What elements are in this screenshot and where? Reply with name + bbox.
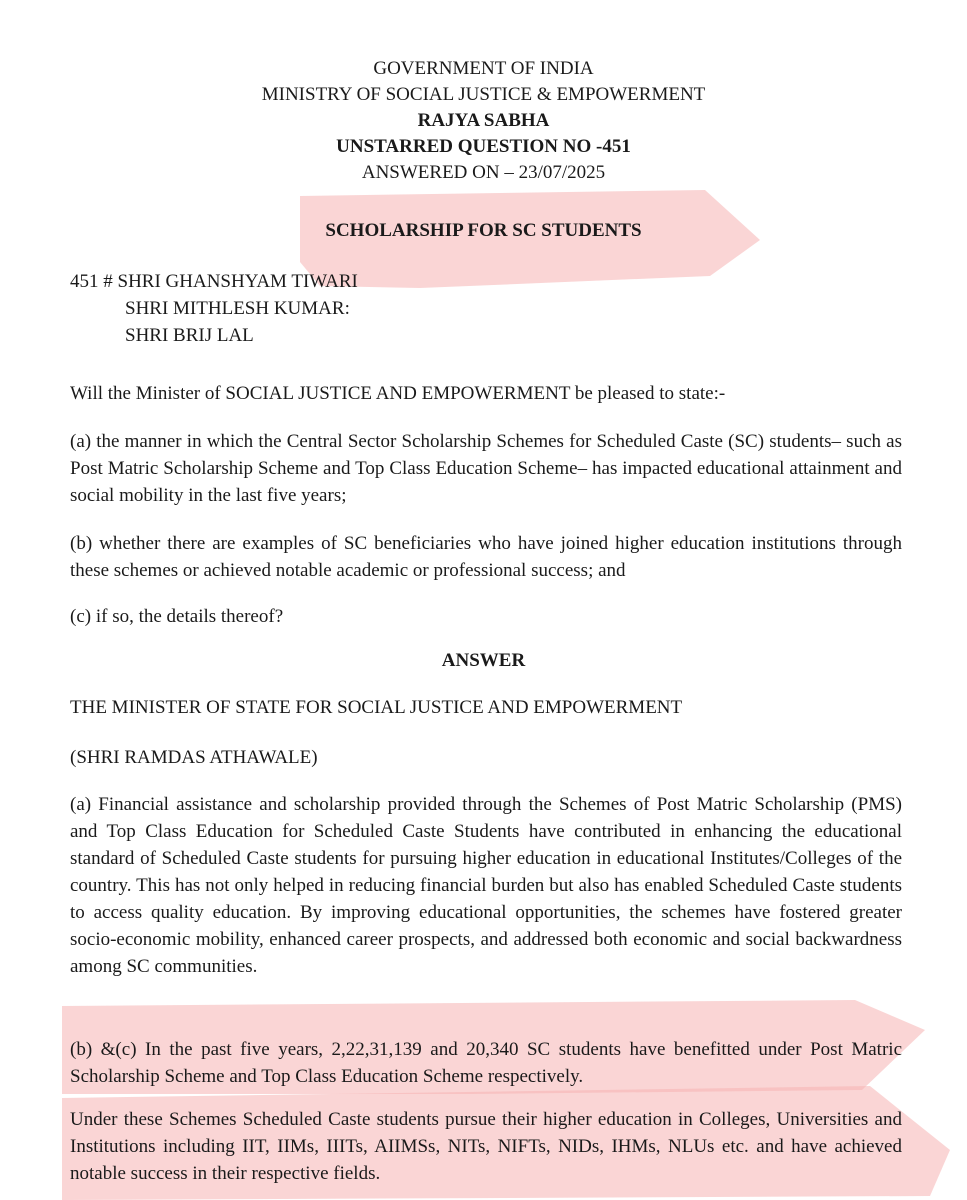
- member-3: SHRI BRIJ LAL: [125, 325, 254, 346]
- header-house: RAJYA SABHA: [417, 110, 550, 131]
- header-ministry: MINISTRY OF SOCIAL JUSTICE & EMPOWERMENT: [261, 84, 706, 105]
- question-b: (b) whether there are examples of SC beneficiaries who have joined higher education institutions through these schemes or achieved notable academic or professional success; and: [70, 533, 902, 581]
- header-answered-date: ANSWERED ON – 23/07/2025: [361, 162, 606, 183]
- answer-minister-name: (SHRI RAMDAS ATHAWALE): [70, 747, 318, 768]
- answer-a: (a) Financial assistance and scholarship provided through the Schemes of Post Matric Scholarship (PMS) and Top Class Education for Scheduled Caste Students have contributed in enhancing the educational standard of Scheduled Caste students for pursuing higher education in educational Institutes/Colleges of the country. This has not only helped in reducing financial burden but also has enabled Scheduled Caste students to access quality education. By improving educational opportunities, the schemes have fostered greater socio-economic mobility, enhanced career prospects, and addressed both economic and social backwardness among SC communities.: [70, 794, 902, 977]
- question-intro: Will the Minister of SOCIAL JUSTICE AND EMPOWERMENT be pleased to state:-: [70, 383, 726, 404]
- answer-final: Under these Schemes Scheduled Caste students pursue their higher education in Colleges, Universities and Institutions including IIT, IIMs, IIITs, AIIMSs, NITs, NIFTs, NIDs, IHMs, NLUs etc. and have achieved notable success in their respective fields.: [70, 1109, 902, 1184]
- members-list: [70, 268, 358, 349]
- header-government: GOVERNMENT OF INDIA: [373, 58, 594, 79]
- member-2: SHRI MITHLESH KUMAR:: [125, 298, 350, 319]
- question-a: (a) the manner in which the Central Sector Scholarship Schemes for Scheduled Caste (SC) students– such as Post Matric Scholarship Scheme and Top Class Education Scheme– has impacted educational attainment and social mobility in the last five years;: [70, 431, 902, 506]
- question-c: (c) if so, the details thereof?: [70, 606, 284, 627]
- document-title: SCHOLARSHIP FOR SC STUDENTS: [325, 220, 642, 241]
- answer-heading: ANSWER: [441, 650, 526, 671]
- header-question-number: UNSTARRED QUESTION NO -451: [336, 136, 631, 157]
- member-1: 451 # SHRI GHANSHYAM TIWARI: [70, 271, 358, 292]
- header-block: [0, 56, 967, 186]
- answer-minister: THE MINISTER OF STATE FOR SOCIAL JUSTICE AND EMPOWERMENT: [70, 697, 683, 718]
- answer-bc: (b) &(c) In the past five years, 2,22,31,139 and 20,340 SC students have benefitted under Post Matric Scholarship Scheme and Top Class Education Scheme respectively.: [70, 1039, 902, 1087]
